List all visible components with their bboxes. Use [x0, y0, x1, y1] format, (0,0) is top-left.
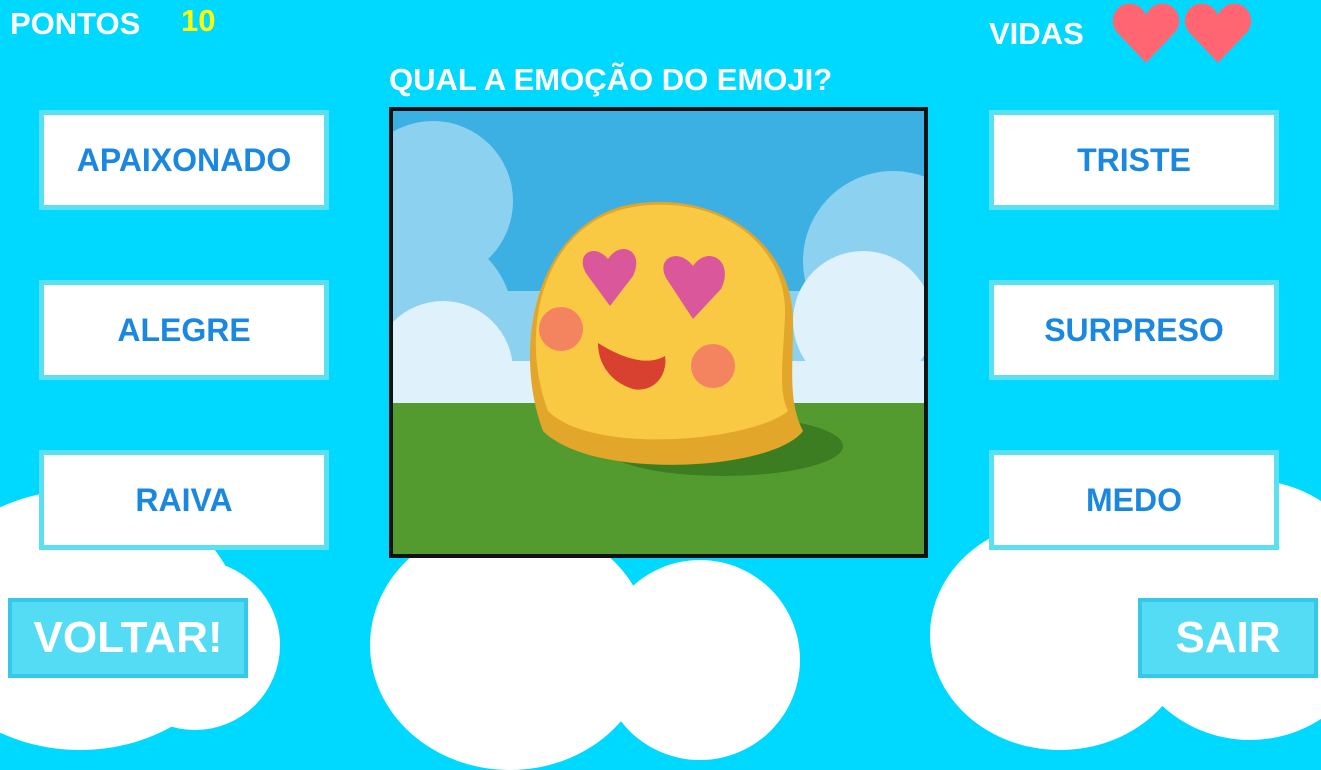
heart-eyes-emoji-icon [393, 111, 924, 554]
score-value: 10 [181, 3, 216, 38]
answer-button-alegre[interactable]: ALEGRE [39, 280, 329, 380]
heart-icon [1182, 0, 1254, 70]
cloud-center-2 [600, 560, 800, 760]
heart-icon [1110, 0, 1182, 70]
answer-button-raiva[interactable]: RAIVA [39, 450, 329, 550]
lives-label: VIDAS [989, 16, 1084, 51]
exit-button[interactable]: SAIR [1138, 598, 1318, 678]
back-button[interactable]: VOLTAR! [8, 598, 248, 678]
score-label: PONTOS [10, 6, 141, 41]
answer-button-medo[interactable]: MEDO [989, 450, 1279, 550]
question-title: QUAL A EMOÇÃO DO EMOJI? [389, 62, 833, 97]
answer-button-triste[interactable]: TRISTE [989, 110, 1279, 210]
answer-button-surpreso[interactable]: SURPRESO [989, 280, 1279, 380]
emoji-image-frame [389, 107, 928, 558]
answer-button-apaixonado[interactable]: APAIXONADO [39, 110, 329, 210]
